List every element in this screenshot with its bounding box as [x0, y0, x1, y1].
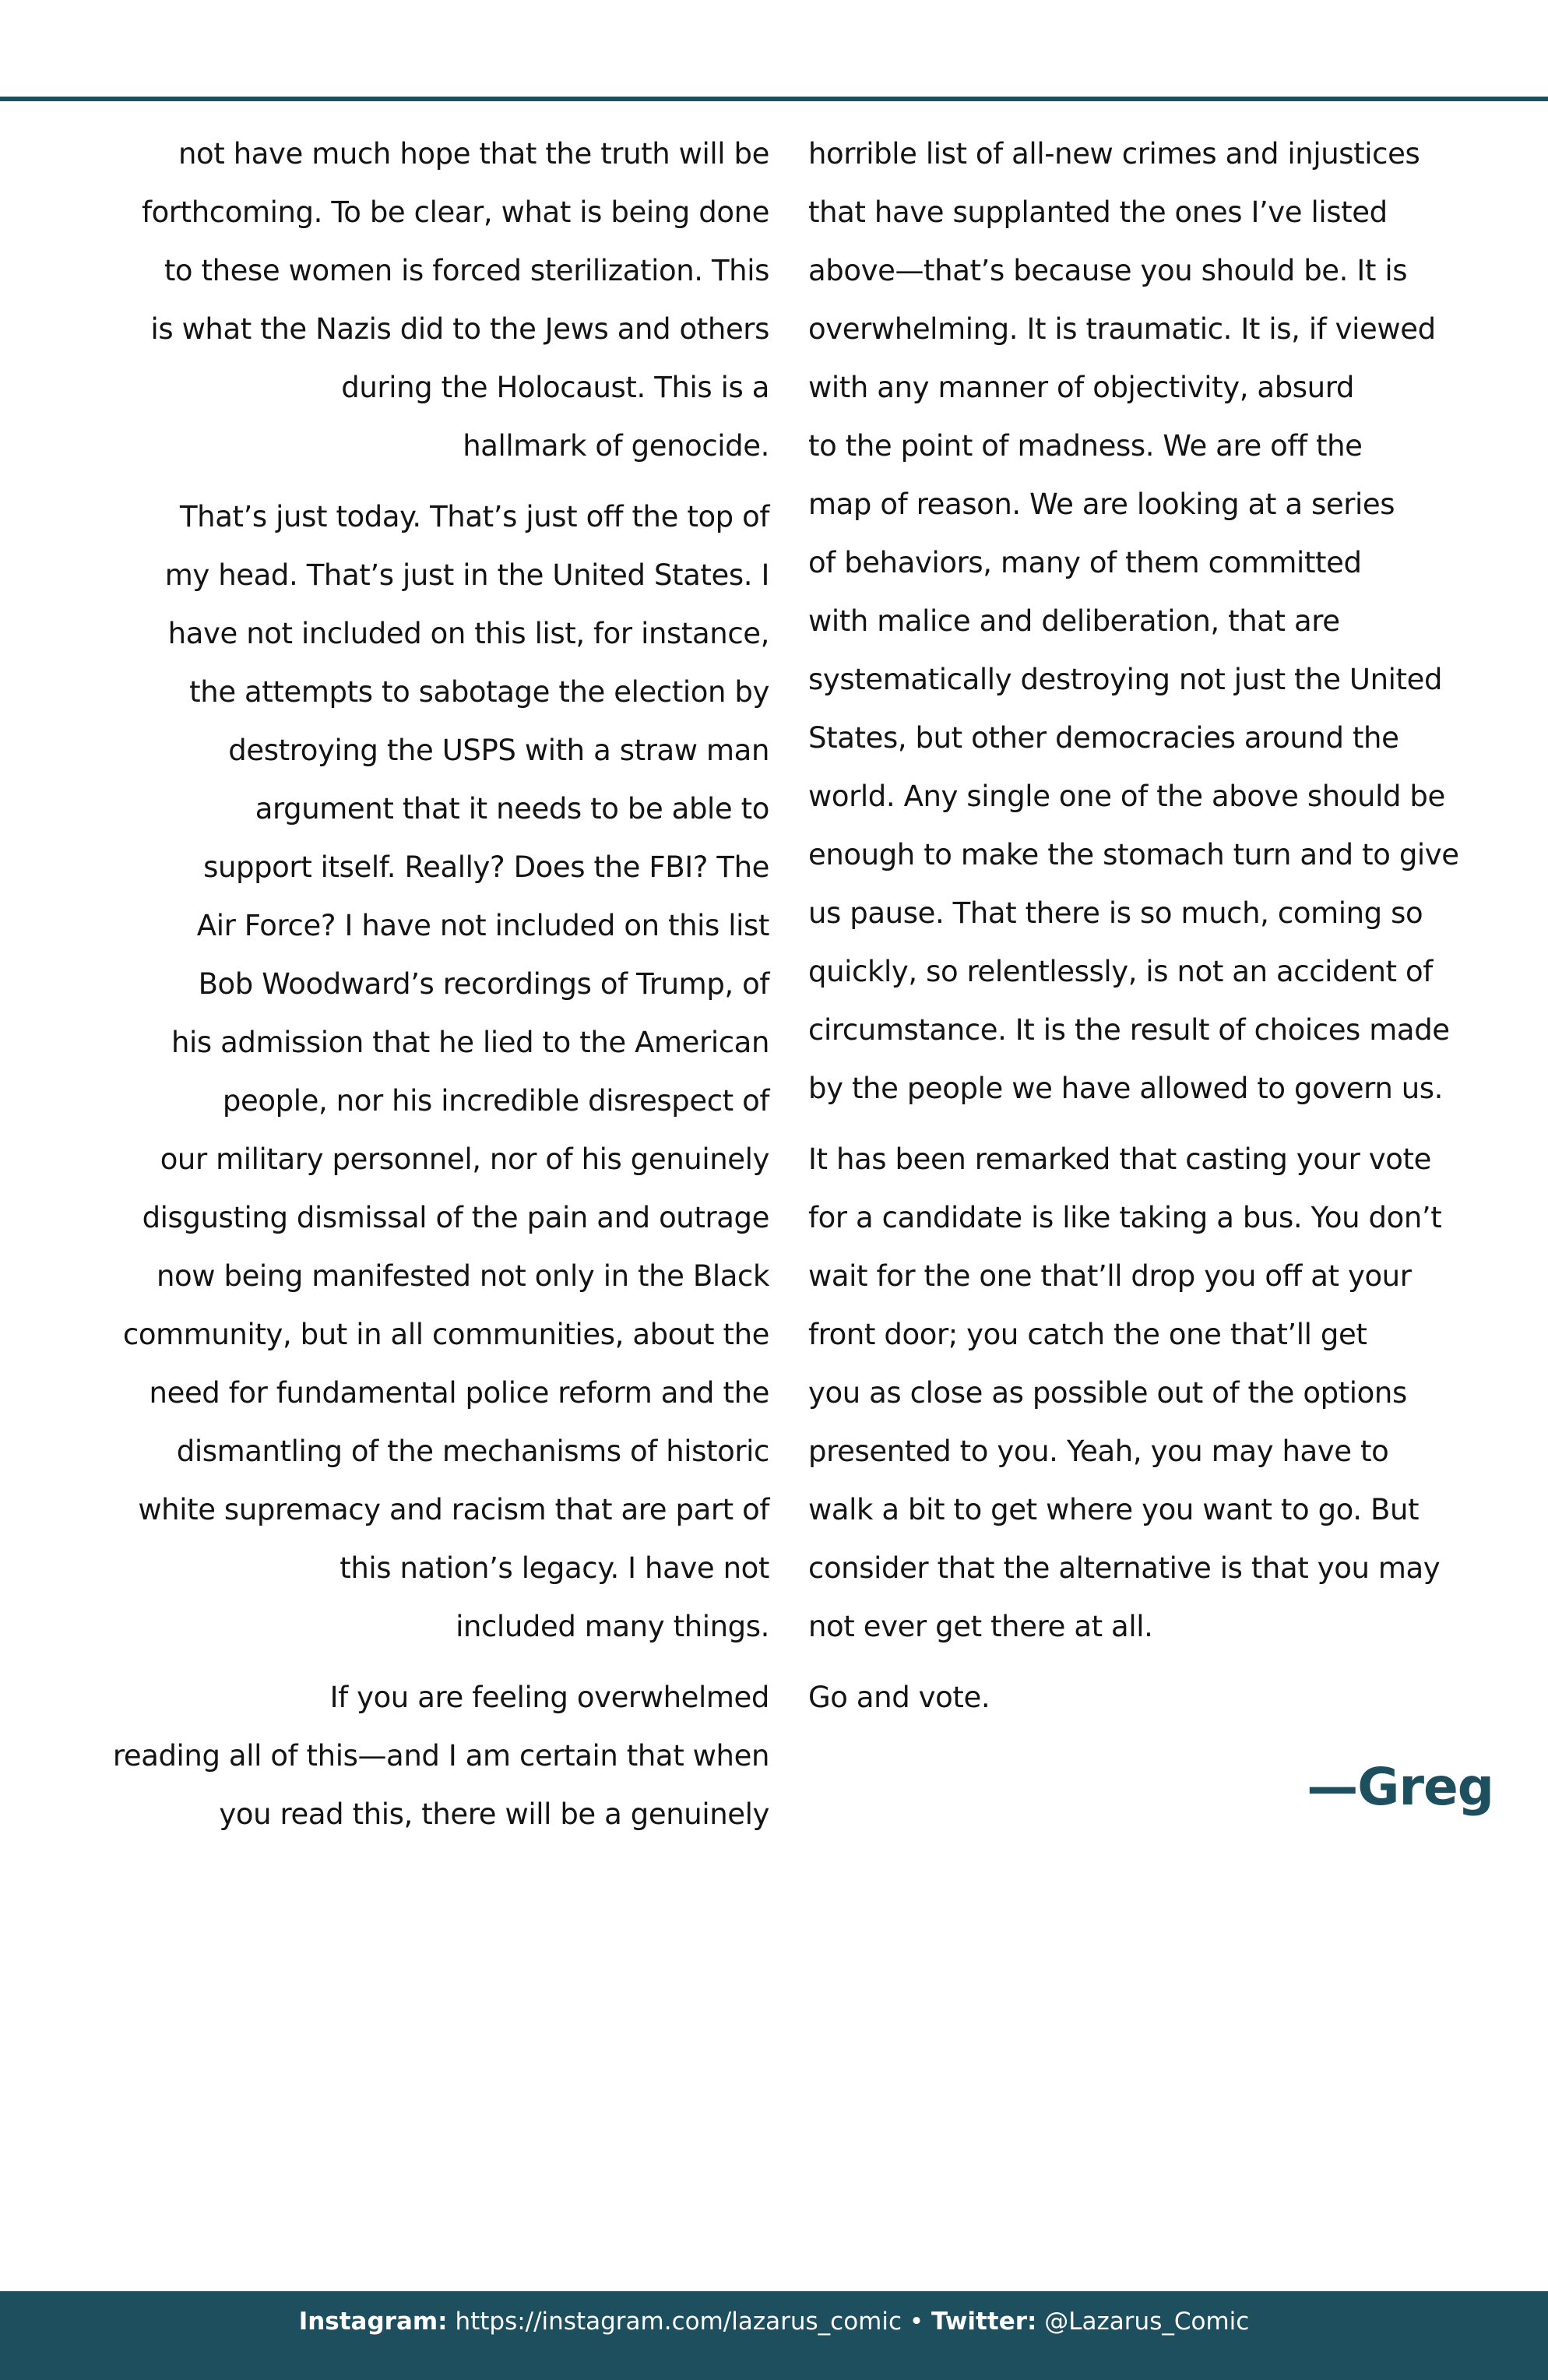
right-paragraph-3 — [808, 1668, 1493, 1727]
text-line: you as close as possible out of the options — [808, 1376, 1407, 1410]
text-line: for a candidate is like taking a bus. You don’t — [808, 1201, 1442, 1234]
left-paragraph-1 — [78, 125, 769, 475]
text-line: That’s just today. That’s just off the top of — [179, 500, 769, 533]
text-line: walk a bit to get where you want to go. But — [808, 1493, 1420, 1526]
right-paragraph-1 — [808, 125, 1493, 1118]
top-rule — [0, 97, 1548, 101]
text-line: us pause. That there is so much, coming so — [808, 896, 1423, 930]
text-line: presented to you. Yeah, you may have to — [808, 1435, 1389, 1468]
text-line: quickly, so relentlessly, is not an accident of — [808, 955, 1433, 988]
text-line: systematically destroying not just the United — [808, 663, 1443, 696]
text-line: during the Holocaust. This is a — [341, 371, 769, 404]
text-line: forthcoming. To be clear, what is being done — [141, 195, 769, 229]
text-line: hallmark of genocide. — [463, 429, 769, 463]
text-line: horrible list of all-new crimes and injustices — [808, 137, 1420, 171]
signature: —Greg — [1307, 1757, 1493, 1817]
twitter-link[interactable]: @Lazarus_Comic — [1044, 2308, 1250, 2336]
text-line: overwhelming. It is traumatic. It is, if viewed — [808, 312, 1436, 346]
left-paragraph-2 — [78, 488, 769, 1656]
text-line: to the point of madness. We are off the — [808, 429, 1363, 463]
text-line: Bob Woodward’s recordings of Trump, of — [198, 967, 769, 1001]
separator-bullet: • — [909, 2308, 924, 2336]
right-column — [808, 125, 1493, 1818]
text-line: included many things. — [456, 1610, 769, 1643]
text-line: not have much hope that the truth will be — [178, 137, 769, 171]
text-line: his admission that he lied to the American — [171, 1026, 769, 1059]
text-line: my head. That’s just in the United States. I — [164, 558, 769, 592]
twitter-label: Twitter: — [931, 2308, 1037, 2336]
right-paragraph-2 — [808, 1130, 1493, 1656]
text-line: need for fundamental police reform and the — [149, 1376, 769, 1410]
left-column — [78, 125, 769, 1856]
text-line: now being manifested not only in the Black — [156, 1259, 769, 1293]
text-line: reading all of this—and I am certain that when — [112, 1739, 769, 1773]
text-line: It has been remarked that casting your vote — [808, 1142, 1432, 1176]
left-paragraph-3 — [78, 1668, 769, 1843]
text-line: argument that it needs to be able to — [255, 792, 769, 826]
text-line: destroying the USPS with a straw man — [228, 734, 769, 767]
text-line: dismantling of the mechanisms of historic — [176, 1435, 769, 1468]
text-line: enough to make the stomach turn and to give — [808, 838, 1459, 871]
text-line: to these women is forced sterilization. This — [164, 254, 769, 287]
text-line: community, but in all communities, about the — [122, 1318, 769, 1351]
text-line: this nation’s legacy. I have not — [340, 1551, 769, 1585]
text-line: with malice and deliberation, that are — [808, 604, 1340, 638]
text-line: have not included on this list, for instance, — [167, 617, 769, 650]
footer-bar — [0, 2291, 1548, 2380]
text-line: Air Force? I have not included on this list — [196, 909, 769, 942]
text-line: Go and vote. — [808, 1681, 990, 1714]
social-links — [0, 2310, 1548, 2334]
instagram-label: Instagram: — [298, 2308, 448, 2336]
instagram-link[interactable]: https://instagram.com/lazarus_comic — [455, 2308, 902, 2336]
text-line: with any manner of objectivity, absurd — [808, 371, 1354, 404]
text-line: the attempts to sabotage the election by — [189, 675, 769, 709]
text-line: of behaviors, many of them committed — [808, 546, 1362, 579]
text-line: by the people we have allowed to govern us. — [808, 1072, 1444, 1105]
text-line: you read this, there will be a genuinely — [219, 1797, 769, 1831]
text-line: disgusting dismissal of the pain and outrage — [142, 1201, 769, 1234]
text-line: our military personnel, nor of his genuinely — [160, 1142, 769, 1176]
text-line: that have supplanted the ones I’ve listed — [808, 195, 1388, 229]
text-line: people, nor his incredible disrespect of — [222, 1084, 769, 1118]
text-line: States, but other democracies around the — [808, 721, 1399, 755]
text-line: front door; you catch the one that’ll get — [808, 1318, 1367, 1351]
text-line: map of reason. We are looking at a series — [808, 488, 1395, 521]
text-line: support itself. Really? Does the FBI? The — [203, 850, 769, 884]
text-line: consider that the alternative is that you may — [808, 1551, 1441, 1585]
text-line: If you are feeling overwhelmed — [329, 1681, 769, 1714]
text-line: above—that’s because you should be. It is — [808, 254, 1408, 287]
text-line: is what the Nazis did to the Jews and others — [150, 312, 769, 346]
text-line: world. Any single one of the above should be — [808, 780, 1445, 813]
text-line: not ever get there at all. — [808, 1610, 1153, 1643]
text-line: wait for the one that’ll drop you off at your — [808, 1259, 1412, 1293]
text-line: white supremacy and racism that are part of — [138, 1493, 769, 1526]
text-line: circumstance. It is the result of choices made — [808, 1013, 1450, 1047]
